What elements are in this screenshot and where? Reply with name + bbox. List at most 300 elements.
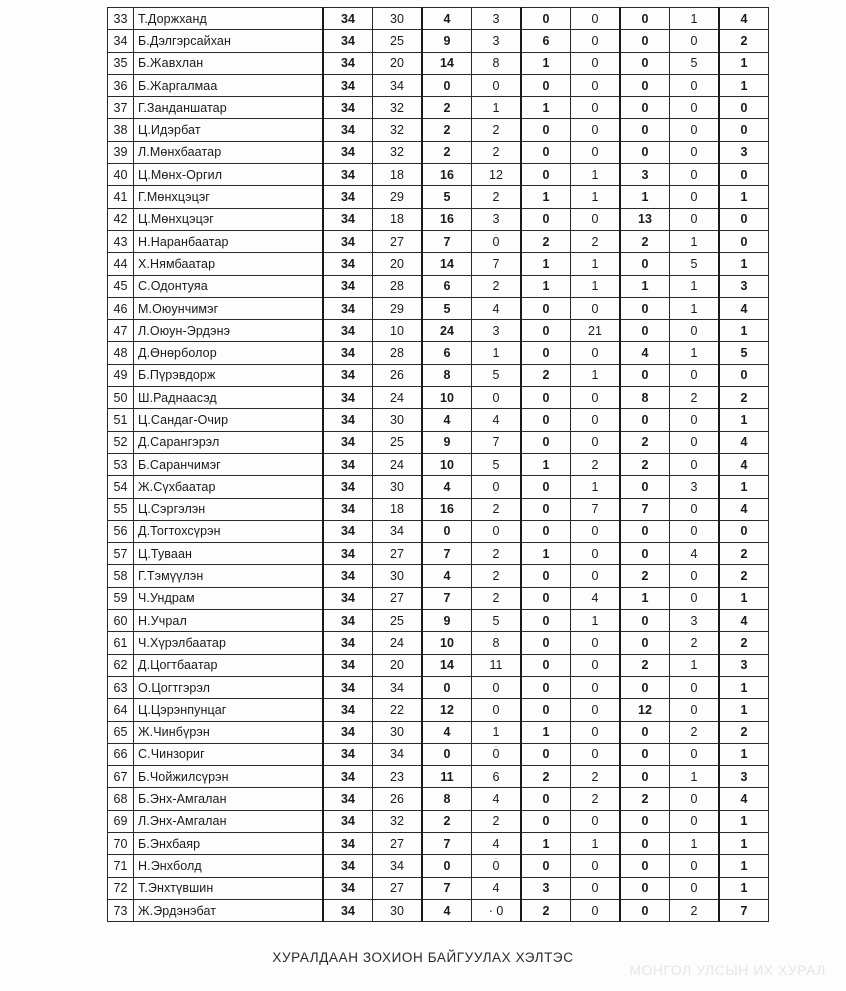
table-row (108, 721, 769, 743)
value-cell-col-3: 0 (422, 676, 472, 698)
value-cell-col-7: 0 (620, 632, 670, 654)
value-cell-col-2: 25 (373, 30, 423, 52)
value-cell-col-5: 0 (521, 409, 571, 431)
value-cell-col-2: 28 (373, 342, 423, 364)
value-cell-col-6: 1 (571, 253, 621, 275)
table-row (108, 30, 769, 52)
row-number-cell: 33 (108, 8, 134, 30)
value-cell-col-2: 27 (373, 230, 423, 252)
value-cell-col-6: 0 (571, 119, 621, 141)
value-cell-col-3: 16 (422, 208, 472, 230)
value-cell-col-1: 34 (323, 899, 373, 921)
table-row (108, 275, 769, 297)
member-name-cell: Б.Чойжилсүрэн (134, 766, 324, 788)
value-cell-col-2: 24 (373, 387, 423, 409)
table-row (108, 453, 769, 475)
value-cell-col-5: 0 (521, 855, 571, 877)
value-cell-col-7: 0 (620, 721, 670, 743)
row-number-cell: 40 (108, 164, 134, 186)
member-name-cell: Г.Мөнхцэцэг (134, 186, 324, 208)
value-cell-col-8: 1 (670, 832, 720, 854)
value-cell-col-9: 1 (719, 587, 769, 609)
value-cell-col-1: 34 (323, 253, 373, 275)
value-cell-col-3: 8 (422, 364, 472, 386)
value-cell-col-8: 0 (670, 587, 720, 609)
table-row (108, 230, 769, 252)
member-name-cell: Д.Сарангэрэл (134, 431, 324, 453)
value-cell-col-8: 1 (670, 275, 720, 297)
table-row (108, 387, 769, 409)
value-cell-col-5: 0 (521, 476, 571, 498)
value-cell-col-5: 0 (521, 387, 571, 409)
value-cell-col-5: 0 (521, 699, 571, 721)
value-cell-col-3: 7 (422, 543, 472, 565)
value-cell-col-6: 0 (571, 387, 621, 409)
value-cell-col-7: 0 (620, 253, 670, 275)
member-name-cell: Х.Нямбаатар (134, 253, 324, 275)
value-cell-col-4: 0 (472, 743, 522, 765)
value-cell-col-8: 2 (670, 899, 720, 921)
value-cell-col-1: 34 (323, 565, 373, 587)
value-cell-col-9: 0 (719, 164, 769, 186)
value-cell-col-9: 1 (719, 877, 769, 899)
value-cell-col-1: 34 (323, 297, 373, 319)
value-cell-col-5: 0 (521, 297, 571, 319)
value-cell-col-6: 0 (571, 810, 621, 832)
value-cell-col-7: 0 (620, 832, 670, 854)
table-row (108, 297, 769, 319)
value-cell-col-8: 5 (670, 253, 720, 275)
table-row (108, 520, 769, 542)
value-cell-col-8: 0 (670, 30, 720, 52)
value-cell-col-4: 5 (472, 364, 522, 386)
value-cell-col-8: 2 (670, 387, 720, 409)
value-cell-col-3: 9 (422, 431, 472, 453)
value-cell-col-5: 0 (521, 810, 571, 832)
value-cell-col-9: 4 (719, 8, 769, 30)
value-cell-col-8: 0 (670, 877, 720, 899)
value-cell-col-2: 25 (373, 610, 423, 632)
value-cell-col-4: · 0 (472, 899, 522, 921)
value-cell-col-7: 0 (620, 320, 670, 342)
value-cell-col-3: 24 (422, 320, 472, 342)
table-row (108, 119, 769, 141)
value-cell-col-7: 0 (620, 141, 670, 163)
value-cell-col-6: 0 (571, 565, 621, 587)
value-cell-col-6: 0 (571, 30, 621, 52)
value-cell-col-4: 4 (472, 297, 522, 319)
value-cell-col-6: 0 (571, 409, 621, 431)
value-cell-col-1: 34 (323, 97, 373, 119)
value-cell-col-9: 4 (719, 453, 769, 475)
value-cell-col-1: 34 (323, 74, 373, 96)
value-cell-col-7: 0 (620, 899, 670, 921)
value-cell-col-5: 0 (521, 498, 571, 520)
value-cell-col-3: 8 (422, 788, 472, 810)
value-cell-col-4: 0 (472, 230, 522, 252)
value-cell-col-4: 1 (472, 721, 522, 743)
value-cell-col-5: 0 (521, 632, 571, 654)
value-cell-col-8: 0 (670, 788, 720, 810)
value-cell-col-4: 8 (472, 632, 522, 654)
table-row (108, 342, 769, 364)
value-cell-col-5: 0 (521, 520, 571, 542)
value-cell-col-1: 34 (323, 587, 373, 609)
value-cell-col-1: 34 (323, 320, 373, 342)
value-cell-col-3: 7 (422, 832, 472, 854)
value-cell-col-1: 34 (323, 788, 373, 810)
value-cell-col-4: 0 (472, 676, 522, 698)
value-cell-col-3: 10 (422, 387, 472, 409)
value-cell-col-2: 23 (373, 766, 423, 788)
value-cell-col-7: 7 (620, 498, 670, 520)
value-cell-col-5: 0 (521, 610, 571, 632)
table-row (108, 877, 769, 899)
value-cell-col-7: 2 (620, 431, 670, 453)
value-cell-col-8: 0 (670, 520, 720, 542)
table-row (108, 810, 769, 832)
value-cell-col-2: 32 (373, 119, 423, 141)
value-cell-col-1: 34 (323, 342, 373, 364)
row-number-cell: 63 (108, 676, 134, 698)
value-cell-col-1: 34 (323, 520, 373, 542)
value-cell-col-1: 34 (323, 543, 373, 565)
value-cell-col-1: 34 (323, 498, 373, 520)
value-cell-col-7: 0 (620, 30, 670, 52)
table-row (108, 855, 769, 877)
value-cell-col-2: 34 (373, 74, 423, 96)
value-cell-col-1: 34 (323, 721, 373, 743)
value-cell-col-3: 2 (422, 141, 472, 163)
row-number-cell: 51 (108, 409, 134, 431)
value-cell-col-7: 2 (620, 565, 670, 587)
value-cell-col-3: 2 (422, 810, 472, 832)
value-cell-col-8: 3 (670, 610, 720, 632)
member-name-cell: Л.Мөнхбаатар (134, 141, 324, 163)
value-cell-col-3: 16 (422, 164, 472, 186)
value-cell-col-2: 28 (373, 275, 423, 297)
value-cell-col-7: 0 (620, 52, 670, 74)
member-name-cell: Ц.Мөнх-Оргил (134, 164, 324, 186)
member-name-cell: Н.Учрал (134, 610, 324, 632)
row-number-cell: 47 (108, 320, 134, 342)
value-cell-col-9: 2 (719, 30, 769, 52)
value-cell-col-5: 1 (521, 453, 571, 475)
value-cell-col-3: 4 (422, 565, 472, 587)
value-cell-col-5: 1 (521, 721, 571, 743)
value-cell-col-7: 0 (620, 877, 670, 899)
value-cell-col-5: 1 (521, 543, 571, 565)
value-cell-col-9: 0 (719, 520, 769, 542)
value-cell-col-5: 0 (521, 431, 571, 453)
value-cell-col-2: 29 (373, 186, 423, 208)
value-cell-col-8: 0 (670, 74, 720, 96)
row-number-cell: 65 (108, 721, 134, 743)
value-cell-col-8: 0 (670, 208, 720, 230)
value-cell-col-9: 3 (719, 766, 769, 788)
value-cell-col-7: 13 (620, 208, 670, 230)
attendance-table-body (108, 8, 769, 922)
value-cell-col-3: 7 (422, 587, 472, 609)
value-cell-col-2: 34 (373, 743, 423, 765)
value-cell-col-9: 3 (719, 654, 769, 676)
value-cell-col-4: 0 (472, 387, 522, 409)
value-cell-col-8: 5 (670, 52, 720, 74)
member-name-cell: Б.Энх-Амгалан (134, 788, 324, 810)
row-number-cell: 49 (108, 364, 134, 386)
value-cell-col-4: 2 (472, 275, 522, 297)
table-row (108, 74, 769, 96)
value-cell-col-1: 34 (323, 141, 373, 163)
member-name-cell: Ц.Сэргэлэн (134, 498, 324, 520)
value-cell-col-8: 0 (670, 810, 720, 832)
value-cell-col-6: 0 (571, 297, 621, 319)
value-cell-col-4: 3 (472, 208, 522, 230)
value-cell-col-3: 7 (422, 877, 472, 899)
value-cell-col-5: 0 (521, 320, 571, 342)
value-cell-col-5: 0 (521, 565, 571, 587)
member-name-cell: Ш.Раднаасэд (134, 387, 324, 409)
value-cell-col-5: 1 (521, 832, 571, 854)
value-cell-col-2: 27 (373, 877, 423, 899)
value-cell-col-2: 32 (373, 810, 423, 832)
table-row (108, 899, 769, 921)
value-cell-col-9: 2 (719, 632, 769, 654)
row-number-cell: 35 (108, 52, 134, 74)
value-cell-col-6: 0 (571, 699, 621, 721)
value-cell-col-3: 0 (422, 520, 472, 542)
value-cell-col-4: 0 (472, 855, 522, 877)
value-cell-col-7: 0 (620, 364, 670, 386)
value-cell-col-9: 4 (719, 297, 769, 319)
value-cell-col-6: 0 (571, 52, 621, 74)
value-cell-col-7: 0 (620, 409, 670, 431)
value-cell-col-7: 0 (620, 543, 670, 565)
watermark-text: МОНГОЛ УЛСЫН ИХ ХУРАЛ (629, 962, 826, 978)
value-cell-col-5: 0 (521, 74, 571, 96)
value-cell-col-8: 0 (670, 676, 720, 698)
value-cell-col-4: 2 (472, 810, 522, 832)
value-cell-col-1: 34 (323, 476, 373, 498)
member-name-cell: Ж.Эрдэнэбат (134, 899, 324, 921)
value-cell-col-4: 5 (472, 610, 522, 632)
value-cell-col-2: 29 (373, 297, 423, 319)
value-cell-col-6: 0 (571, 632, 621, 654)
value-cell-col-9: 1 (719, 476, 769, 498)
value-cell-col-7: 1 (620, 275, 670, 297)
value-cell-col-2: 30 (373, 899, 423, 921)
member-name-cell: Д.Тогтохсүрэн (134, 520, 324, 542)
value-cell-col-2: 34 (373, 520, 423, 542)
value-cell-col-3: 14 (422, 253, 472, 275)
value-cell-col-8: 2 (670, 632, 720, 654)
value-cell-col-9: 0 (719, 119, 769, 141)
value-cell-col-7: 0 (620, 476, 670, 498)
row-number-cell: 59 (108, 587, 134, 609)
value-cell-col-4: 2 (472, 498, 522, 520)
value-cell-col-4: 2 (472, 543, 522, 565)
value-cell-col-2: 26 (373, 364, 423, 386)
value-cell-col-2: 34 (373, 855, 423, 877)
value-cell-col-2: 24 (373, 632, 423, 654)
value-cell-col-1: 34 (323, 387, 373, 409)
value-cell-col-9: 0 (719, 230, 769, 252)
value-cell-col-5: 0 (521, 8, 571, 30)
value-cell-col-4: 4 (472, 788, 522, 810)
row-number-cell: 56 (108, 520, 134, 542)
value-cell-col-3: 5 (422, 297, 472, 319)
department-footer-title: ХУРАЛДААН ЗОХИОН БАЙГУУЛАХ ХЭЛТЭС (272, 950, 574, 965)
value-cell-col-7: 0 (620, 520, 670, 542)
value-cell-col-8: 1 (670, 654, 720, 676)
value-cell-col-5: 0 (521, 119, 571, 141)
value-cell-col-5: 1 (521, 186, 571, 208)
table-row (108, 699, 769, 721)
row-number-cell: 37 (108, 97, 134, 119)
value-cell-col-5: 0 (521, 164, 571, 186)
member-name-cell: Ж.Сүхбаатар (134, 476, 324, 498)
row-number-cell: 68 (108, 788, 134, 810)
value-cell-col-1: 34 (323, 453, 373, 475)
member-name-cell: Ч.Хүрэлбаатар (134, 632, 324, 654)
value-cell-col-8: 0 (670, 498, 720, 520)
value-cell-col-1: 34 (323, 275, 373, 297)
table-row (108, 498, 769, 520)
row-number-cell: 38 (108, 119, 134, 141)
value-cell-col-9: 2 (719, 387, 769, 409)
value-cell-col-1: 34 (323, 877, 373, 899)
member-name-cell: Ц.Цэрэнпунцаг (134, 699, 324, 721)
member-name-cell: Б.Дэлгэрсайхан (134, 30, 324, 52)
value-cell-col-1: 34 (323, 186, 373, 208)
table-row (108, 164, 769, 186)
value-cell-col-8: 1 (670, 8, 720, 30)
member-name-cell: О.Цогтгэрэл (134, 676, 324, 698)
value-cell-col-6: 0 (571, 654, 621, 676)
row-number-cell: 73 (108, 899, 134, 921)
value-cell-col-8: 0 (670, 186, 720, 208)
value-cell-col-6: 0 (571, 743, 621, 765)
value-cell-col-6: 0 (571, 208, 621, 230)
value-cell-col-7: 2 (620, 453, 670, 475)
table-row (108, 632, 769, 654)
value-cell-col-2: 32 (373, 141, 423, 163)
value-cell-col-4: 2 (472, 141, 522, 163)
row-number-cell: 57 (108, 543, 134, 565)
table-row (108, 364, 769, 386)
value-cell-col-2: 18 (373, 164, 423, 186)
value-cell-col-7: 0 (620, 766, 670, 788)
value-cell-col-7: 0 (620, 74, 670, 96)
value-cell-col-4: 2 (472, 119, 522, 141)
value-cell-col-9: 4 (719, 498, 769, 520)
value-cell-col-3: 10 (422, 453, 472, 475)
value-cell-col-6: 1 (571, 275, 621, 297)
value-cell-col-2: 30 (373, 565, 423, 587)
member-name-cell: Т.Доржханд (134, 8, 324, 30)
table-row (108, 565, 769, 587)
value-cell-col-9: 1 (719, 743, 769, 765)
value-cell-col-9: 1 (719, 409, 769, 431)
value-cell-col-6: 2 (571, 766, 621, 788)
value-cell-col-5: 1 (521, 97, 571, 119)
value-cell-col-3: 0 (422, 743, 472, 765)
table-row (108, 654, 769, 676)
value-cell-col-9: 1 (719, 699, 769, 721)
row-number-cell: 71 (108, 855, 134, 877)
value-cell-col-2: 24 (373, 453, 423, 475)
member-name-cell: С.Одонтуяа (134, 275, 324, 297)
member-name-cell: Ч.Ундрам (134, 587, 324, 609)
table-row (108, 543, 769, 565)
value-cell-col-4: 2 (472, 565, 522, 587)
value-cell-col-3: 12 (422, 699, 472, 721)
value-cell-col-5: 0 (521, 788, 571, 810)
value-cell-col-3: 11 (422, 766, 472, 788)
value-cell-col-6: 1 (571, 832, 621, 854)
member-name-cell: Б.Энхбаяр (134, 832, 324, 854)
value-cell-col-3: 9 (422, 30, 472, 52)
value-cell-col-6: 1 (571, 164, 621, 186)
value-cell-col-5: 2 (521, 364, 571, 386)
value-cell-col-1: 34 (323, 52, 373, 74)
value-cell-col-5: 3 (521, 877, 571, 899)
value-cell-col-1: 34 (323, 610, 373, 632)
value-cell-col-3: 14 (422, 52, 472, 74)
table-row (108, 97, 769, 119)
member-name-cell: Ц.Мөнхцэцэг (134, 208, 324, 230)
value-cell-col-7: 8 (620, 387, 670, 409)
value-cell-col-5: 2 (521, 899, 571, 921)
value-cell-col-1: 34 (323, 810, 373, 832)
value-cell-col-7: 0 (620, 97, 670, 119)
value-cell-col-6: 2 (571, 453, 621, 475)
value-cell-col-8: 0 (670, 431, 720, 453)
value-cell-col-1: 34 (323, 431, 373, 453)
value-cell-col-2: 32 (373, 97, 423, 119)
table-row (108, 409, 769, 431)
value-cell-col-4: 0 (472, 476, 522, 498)
value-cell-col-7: 0 (620, 119, 670, 141)
row-number-cell: 53 (108, 453, 134, 475)
value-cell-col-7: 1 (620, 587, 670, 609)
value-cell-col-2: 34 (373, 676, 423, 698)
value-cell-col-1: 34 (323, 632, 373, 654)
value-cell-col-2: 10 (373, 320, 423, 342)
value-cell-col-5: 0 (521, 208, 571, 230)
value-cell-col-4: 1 (472, 342, 522, 364)
value-cell-col-6: 0 (571, 97, 621, 119)
row-number-cell: 34 (108, 30, 134, 52)
value-cell-col-1: 34 (323, 855, 373, 877)
value-cell-col-2: 27 (373, 587, 423, 609)
value-cell-col-6: 21 (571, 320, 621, 342)
row-number-cell: 62 (108, 654, 134, 676)
value-cell-col-1: 34 (323, 208, 373, 230)
value-cell-col-6: 0 (571, 141, 621, 163)
value-cell-col-9: 0 (719, 364, 769, 386)
member-name-cell: Д.Өнөрболор (134, 342, 324, 364)
value-cell-col-1: 34 (323, 164, 373, 186)
table-row (108, 52, 769, 74)
value-cell-col-3: 2 (422, 97, 472, 119)
value-cell-col-8: 0 (670, 453, 720, 475)
table-row (108, 610, 769, 632)
value-cell-col-5: 2 (521, 230, 571, 252)
value-cell-col-8: 3 (670, 476, 720, 498)
value-cell-col-5: 0 (521, 676, 571, 698)
member-name-cell: Л.Оюун-Эрдэнэ (134, 320, 324, 342)
